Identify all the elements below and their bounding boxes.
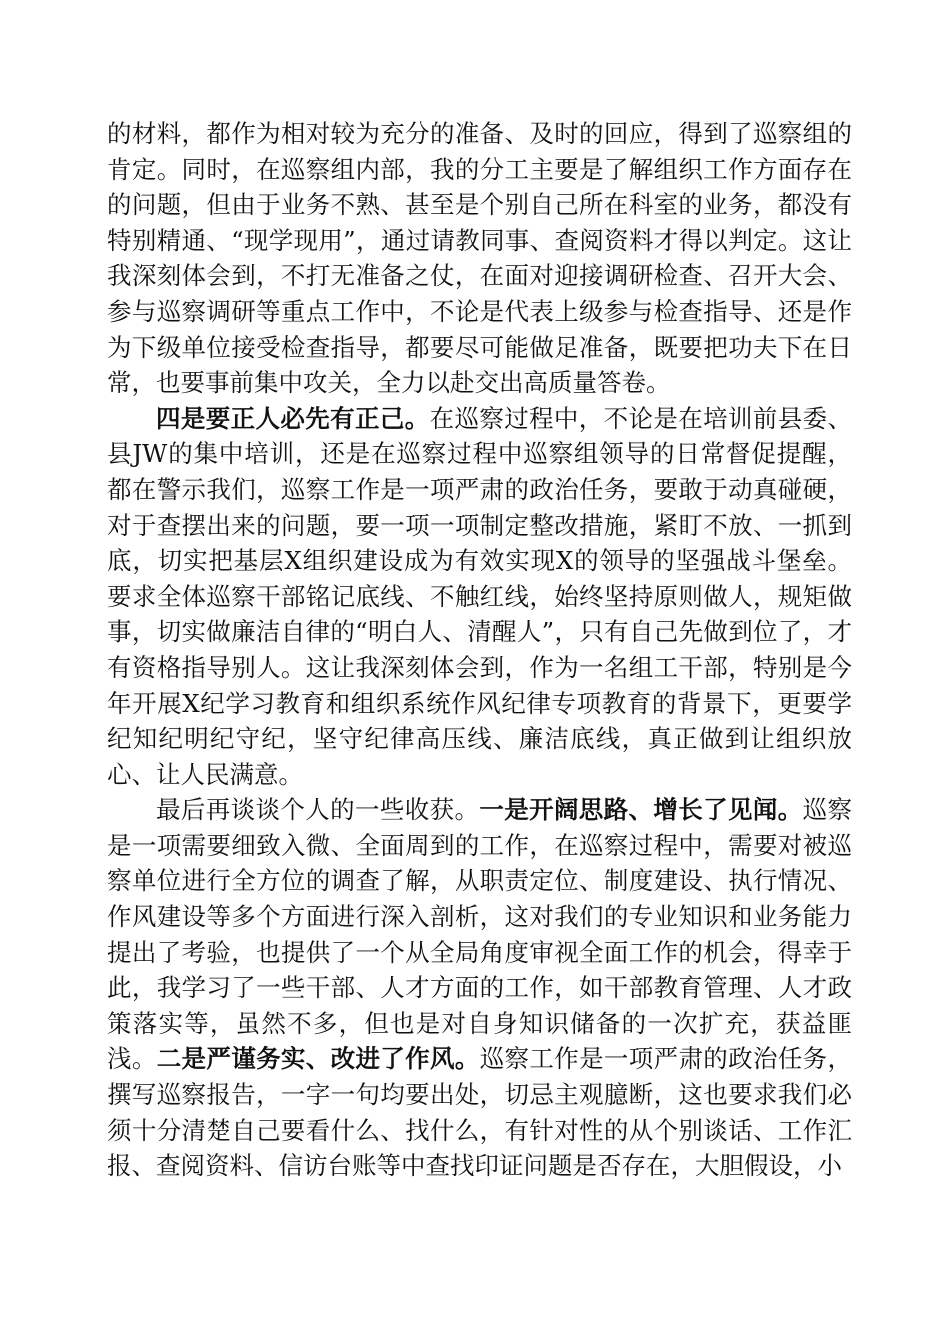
document-page bbox=[107, 116, 852, 1184]
paragraph-2 bbox=[107, 401, 852, 793]
paragraph-1 bbox=[107, 116, 852, 401]
paragraph-3 bbox=[107, 792, 852, 1184]
paragraph-3-text-2: 巡察工作是一项严肃的政治任务，撰写巡察报告，一字一句均要出处，切忌主观臆断，这也要求我们必须十分清楚自己要看什么、找什么，有针对性的从个别谈话、工作汇报、查阅资料、信访台账等中查找印证问题是否存在，大胆假设，小 bbox=[107, 1044, 853, 1181]
paragraph-2-text: 在巡察过程中，不论是在培训前县委、县JW的集中培训，还是在巡察过程中巡察组领导的日常督促提醒，都在警示我们，巡察工作是一项严肃的政治任务，要敢于动真碰硬，对于查摆出来的问题，要一项一项制定整改措施，紧盯不放、一抓到底，切实把基层X组织建设成为有效实现X的领导的坚强战斗堡垒。要求全体巡察干部铭记底线、不触红线，始终坚持原则做人，规矩做事，切实做廉洁自律的“明白人、清醒人”，只有自己先做到位了，才有资格指导别人。这让我深刻体会到，作为一名组工干部，特别是今年开展X纪学习教育和组织系统作风纪律专项教育的背景下，更要学纪知纪明纪守纪，坚守纪律高压线、廉洁底线，真正做到让组织放心、让人民满意。 bbox=[107, 403, 853, 789]
paragraph-3-heading-1: 一是开阔思路、增长了见闻。 bbox=[479, 795, 803, 825]
paragraph-3-heading-2: 二是严谨务实、改进了作风。 bbox=[156, 1044, 480, 1074]
paragraph-3-intro: 最后再谈谈个人的一些收获。 bbox=[156, 795, 480, 825]
paragraph-1-text: 的材料，都作为相对较为充分的准备、及时的回应，得到了巡察组的肯定。同时，在巡察组内部，我的分工主要是了解组织工作方面存在的问题，但由于业务不熟、甚至是个别自己所在科室的业务，都没有特别精通、“现学现用”，通过请教同事、查阅资料才得以判定。这让我深刻体会到，不打无准备之仗，在面对迎接调研检查、召开大会、参与巡察调研等重点工作中，不论是代表上级参与检查指导、还是作为下级单位接受检查指导，都要尽可能做足准备，既要把功夫下在日常，也要事前集中攻关，全力以赴交出高质量答卷。 bbox=[107, 119, 852, 398]
paragraph-2-heading: 四是要正人必先有正己。 bbox=[156, 403, 430, 433]
paragraph-3-text-1: 巡察是一项需要细致入微、全面周到的工作，在巡察过程中，需要对被巡察单位进行全方位的调查了解，从职责定位、制度建设、执行情况、作风建设等多个方面进行深入剖析，这对我们的专业知识和业务能力提出了考验，也提供了一个从全局角度审视全面工作的机会，得幸于此，我学习了一些干部、人才方面的工作，如干部教育管理、人才政策落实等，虽然不多，但也是对自身知识储备的一次扩充，获益匪浅。 bbox=[107, 795, 853, 1074]
